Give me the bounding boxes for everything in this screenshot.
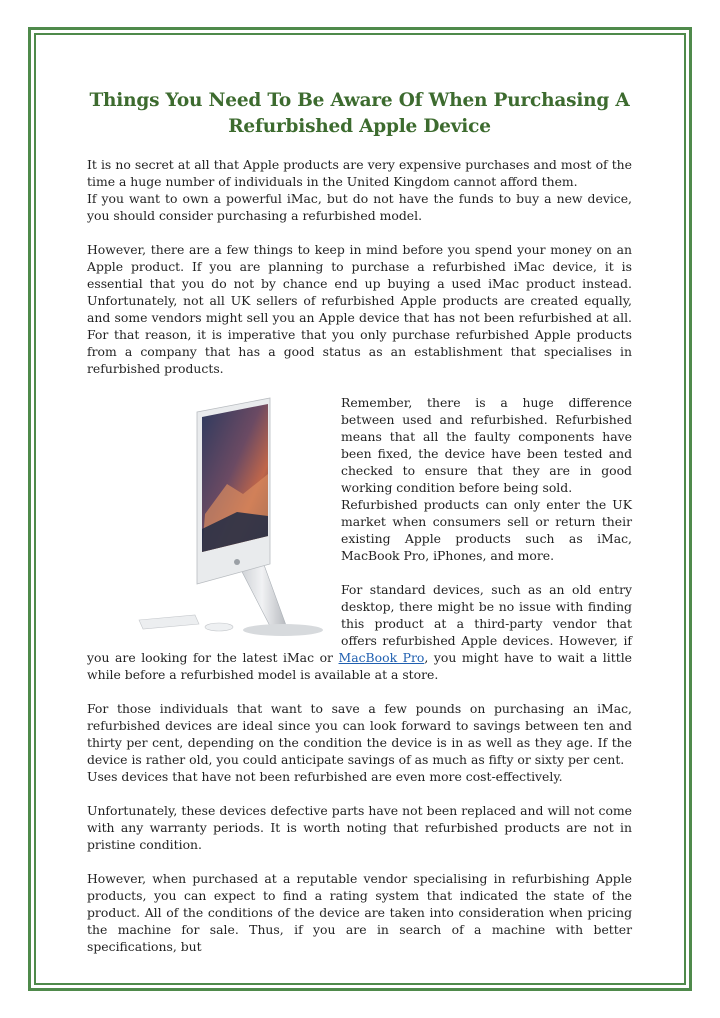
paragraph-standard-devices-text-end: , you might have to wait a little while before a refurbished model is available at a store. [87,650,632,682]
paragraph-intro: It is no secret at all that Apple products are very expensive purchases and most of the time a huge number of individuals in the United Kingdom cannot afford them. [87,157,632,189]
paragraph-used-vs-refurbished: Remember, there is a huge difference between used and refurbished. Refurbished means that all the faulty components have been fixed, the device have been tested and checked to ensure that they are in good working condition before being sold. [341,395,632,495]
paragraph-savings: For those individuals that want to save a few pounds on purchasing an iMac, refurbished devices are ideal since you can look forward to savings between ten and thirty per cent, depending on the condition the device is in as well as they age. If the device is rather old, you could anticipate savings of as much as fifty or sixty per cent. [87,701,632,767]
paragraph-intro-2: If you want to own a powerful iMac, but do not have the funds to buy a new device, you should consider purchasing a refurbished model. [87,191,632,223]
document-page [87,88,632,955]
paragraph-standard-devices-text: For standard devices, such as an old entry desktop, there might be no issue with finding this product at a third-party vendor that offers refurbished Apple devices. However, if you are looking for the latest iMac or [87,582,632,665]
paragraph-used-devices: Uses devices that have not been refurbished are even more cost-effectively. [87,769,563,784]
imac-image [87,394,335,649]
paragraph-defective-parts: Unfortunately, these devices defective parts have not been replaced and will not come with any warranty periods. It is worth noting that refurbished products are not in pristine condition. [87,803,632,852]
imac-computer-icon [87,394,335,649]
paragraph-market-entry: Refurbished products can only enter the UK market when consumers sell or return their existing Apple products such as iMac, MacBook Pro, iPhones, and more. [341,497,632,563]
macbook-pro-link[interactable]: MacBook Pro [338,650,425,665]
paragraph-considerations: However, there are a few things to keep in mind before you spend your money on an Apple product. If you are planning to purchase a refurbished iMac device, it is essential that you do not by chance end up buying a used iMac product instead. Unfortunately, not all UK sellers of refurbished Apple products are created equally, and some vendors might sell you an Apple device that has not been refurbished at all. For that reason, it is imperative that you only purchase refurbished Apple products from a company that has a good status as an establishment that specialises in refurbished products. [87,242,632,376]
paragraph-rating-system: However, when purchased at a reputable vendor specialising in refurbishing Apple products, you can expect to find a rating system that indicated the state of the product. All of the conditions of the device are taken into consideration when pricing the machine for sale. Thus, if you are in search of a machine with better specifications, but [87,871,632,954]
document-title: Things You Need To Be Aware Of When Purchasing A Refurbished Apple Device [89,90,630,137]
